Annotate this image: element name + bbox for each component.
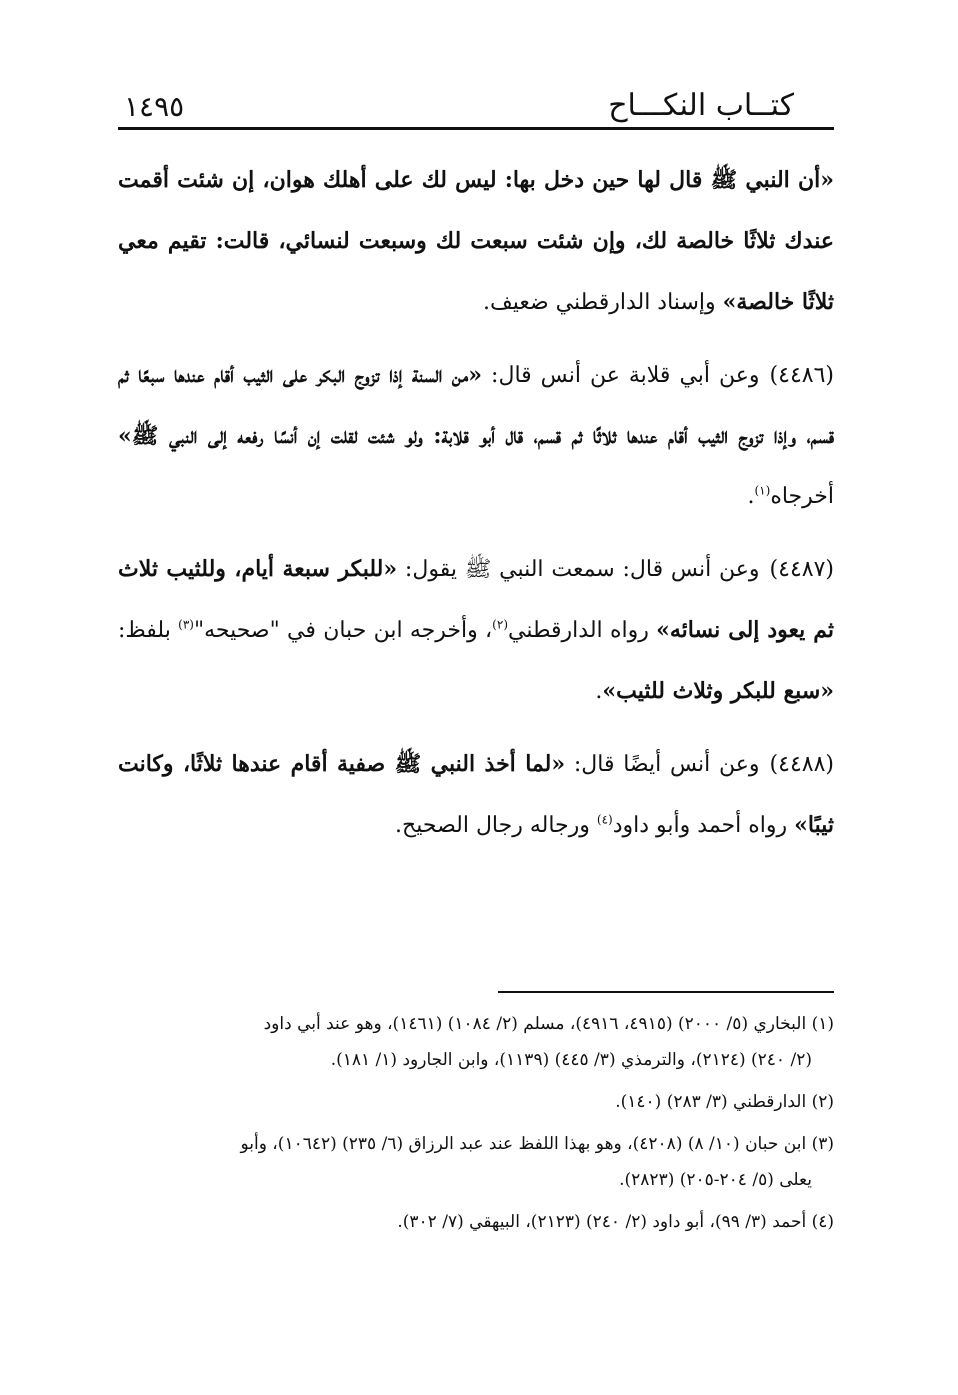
hadith-text: «من السنة إذا تزوج البكر على الثيب أقام عندها سبعًا ثم قسم، وإذا تزوج الثيب أقام عندها ثلاثًا ثم قسم، قال أبو قلابة: ولو شئت لقلت إن أنسًا رفعه إلى النبي ﷺ» [118,362,834,449]
footnote-separator [498,991,834,993]
main-text [118,150,834,868]
paragraph-text: ورجاله رجال الصحيح. [395,813,597,838]
hadith-text: «أن النبي ﷺ قال لها حين دخل بها: ليس لك على أهلك هوان، إن شئت أقمت عندك ثلاثًا خالصة لك، وإن شئت سبعت لك وسبعت لنسائي، قالت: تقيم معي ثلاثًا خالصة» [118,167,834,315]
paragraph-text: ، وأخرجه ابن حبان في "صحيحه" [193,618,493,643]
hadith-number: (٤٤٨٧) [769,557,834,582]
footnotes [118,1006,834,1246]
punctuation: . [747,484,755,509]
footnote-line: (٢) الدارقطني (٣/ ٢٨٣) (١٤٠). [615,1092,834,1112]
punctuation: . [595,679,603,704]
footnote-3 [118,1126,834,1198]
paragraph-continuation [118,150,834,333]
hadith-number: (٤٤٨٦) [769,363,834,388]
footnote-2 [118,1084,834,1120]
paragraph-4488 [118,734,834,856]
paragraph-text: وإسناد الدارقطني ضعيف. [482,290,723,315]
paragraph-4486 [118,345,834,527]
paragraph-text: وعن أبي قلابة عن أنس قال: [482,363,760,388]
footnote-ref[interactable]: (١) [754,483,771,498]
footnote-line: (٢/ ٢٤٠) (٢١٢٤)، والترمذي (٣/ ٤٤٥) (١١٣٩)، وابن الجارود (١/ ١٨١). [330,1050,812,1070]
hadith-text: «للبكر سبعة أيام، وللثيب ثلاث ثم يعود إلى نسائه» [118,556,834,643]
paragraph-text: وعن أنس أيضًا قال: [565,752,760,777]
footnote-1 [118,1006,834,1078]
paragraph-text: بلفظ: [118,618,179,643]
hadith-text: «لما أخذ النبي ﷺ صفية أقام عندها ثلاثًا، وكانت ثيبًا» [118,751,834,838]
header-rule [118,127,834,130]
footnote-line: (١) البخاري (٥/ ٢٠٠٠) (٤٩١٥، ٤٩١٦)، مسلم (٢/ ١٠٨٤) (١٤٦١)، وهو عند أبي داود [263,1014,834,1034]
hadith-text: «سبع للبكر وثلاث للثيب» [602,678,834,704]
footnote-line: (٤) أحمد (٣/ ٩٩)، أبو داود (٢/ ٢٤٠) (٢١٢٣)، البيهقي (٧/ ٣٠٢). [397,1212,834,1232]
footnote-ref[interactable]: (٣) [178,617,194,632]
paragraph-text: رواه أحمد وأبو داود [612,813,795,838]
hadith-number: (٤٤٨٨) [769,752,834,777]
paragraph-text: أخرجاه [770,484,834,509]
footnote-ref[interactable]: (٢) [492,617,508,632]
footnote-line: يعلى (٥/ ٢٠٤-٢٠٥) (٢٨٢٣). [619,1170,812,1190]
footnote-4 [118,1204,834,1240]
chapter-title: كتــاب النكـــاح [608,88,794,123]
paragraph-text: وعن أنس قال: سمعت النبي ﷺ يقول: [397,557,760,582]
page-number: ١٤٩٥ [124,90,185,123]
footnote-ref[interactable]: (٤) [596,812,613,827]
paragraph-4487 [118,539,834,722]
paragraph-text: رواه الدارقطني [508,618,657,643]
page-header [118,86,834,130]
footnote-line: (٣) ابن حبان (١٠/ ٨) (٤٢٠٨)، وهو بهذا اللفظ عند عبد الرزاق (٦/ ٢٣٥) (١٠٦٤٢)، وأبو [240,1134,834,1154]
